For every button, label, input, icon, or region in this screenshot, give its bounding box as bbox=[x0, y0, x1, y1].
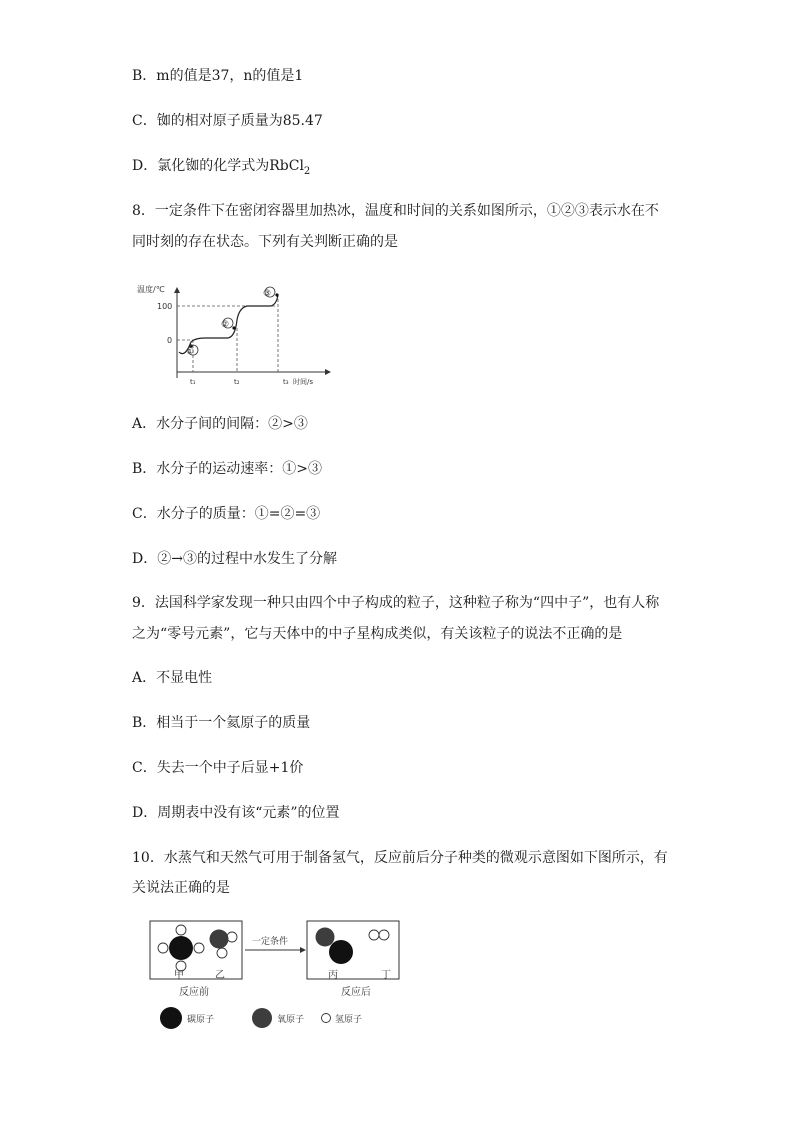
caption-before: 反应前 bbox=[179, 987, 209, 998]
label-yi: 乙 bbox=[215, 970, 225, 981]
q9-option-d: D．周期表中没有该“元素”的位置 bbox=[132, 805, 340, 821]
q8-stem-line2: 同时刻的存在状态。下列有关判断正确的是 bbox=[132, 234, 398, 250]
q8-option-b: B．水分子的运动速率：①>③ bbox=[132, 461, 323, 477]
legend-carbon: 碳原子 bbox=[187, 1015, 215, 1025]
state-1-marker: ① bbox=[186, 347, 195, 357]
q9-option-b: B．相当于一个氦原子的质量 bbox=[132, 715, 311, 731]
state-3-marker: ③ bbox=[263, 289, 272, 299]
y-tick-0: 0 bbox=[167, 336, 173, 345]
q8-stem-line1: 8．一定条件下在密闭容器里加热冰，温度和时间的关系如图所示，①②③表示水在不 bbox=[132, 203, 659, 219]
q7-option-d-text: D．氯化铷的化学式为RbCl bbox=[132, 158, 304, 174]
caption-after: 反应后 bbox=[341, 987, 371, 998]
arrow-condition: 一定条件 bbox=[252, 937, 289, 947]
q9-option-a: A．不显电性 bbox=[132, 670, 213, 686]
q7-option-c: C．铷的相对原子质量为85.47 bbox=[132, 113, 323, 129]
carbon-atom bbox=[169, 936, 193, 960]
q7-option-d-subscript: 2 bbox=[303, 165, 311, 177]
x-tick-t3: t₃ bbox=[283, 378, 289, 386]
oxygen-atom bbox=[210, 930, 229, 949]
legend-hydrogen: 氢原子 bbox=[335, 1015, 363, 1025]
q8-temperature-time-graph bbox=[135, 280, 335, 390]
q8-option-d: D．②→③的过程中水发生了分解 bbox=[132, 551, 337, 567]
legend-oxygen: 氧原子 bbox=[277, 1015, 305, 1025]
q10-stem-line1: 10．水蒸气和天然气可用于制备氢气，反应前后分子种类的微观示意图如下图所示，有 bbox=[132, 850, 668, 866]
q10-stem-line2: 关说法正确的是 bbox=[132, 880, 230, 896]
q7-option-d bbox=[132, 156, 310, 182]
x-axis-label: 时间/s bbox=[293, 378, 314, 386]
label-ding: 丁 bbox=[381, 970, 391, 981]
y-axis-label: 温度/℃ bbox=[137, 285, 165, 294]
label-jia: 甲 bbox=[174, 970, 184, 981]
q7-option-b: B．m的值是37，n的值是1 bbox=[132, 68, 304, 84]
q8-option-a: A．水分子间的间隔：②>③ bbox=[132, 416, 308, 432]
q10-reaction-diagram bbox=[145, 915, 415, 1035]
label-bing: 丙 bbox=[328, 970, 338, 981]
q9-stem-line2: 之为“零号元素”，它与天体中的中子星构成类似，有关该粒子的说法不正确的是 bbox=[132, 626, 623, 642]
x-tick-t2: t₂ bbox=[234, 378, 240, 386]
x-tick-t1: t₁ bbox=[190, 378, 196, 386]
q9-stem-line1: 9．法国科学家发现一种只由四个中子构成的粒子，这种粒子称为“四中子”，也有人称 bbox=[132, 595, 660, 611]
y-tick-100: 100 bbox=[157, 302, 173, 311]
state-2-marker: ② bbox=[221, 320, 230, 330]
q9-option-c: C．失去一个中子后显+1价 bbox=[132, 760, 304, 776]
q8-option-c: C．水分子的质量：①=②=③ bbox=[132, 506, 321, 522]
